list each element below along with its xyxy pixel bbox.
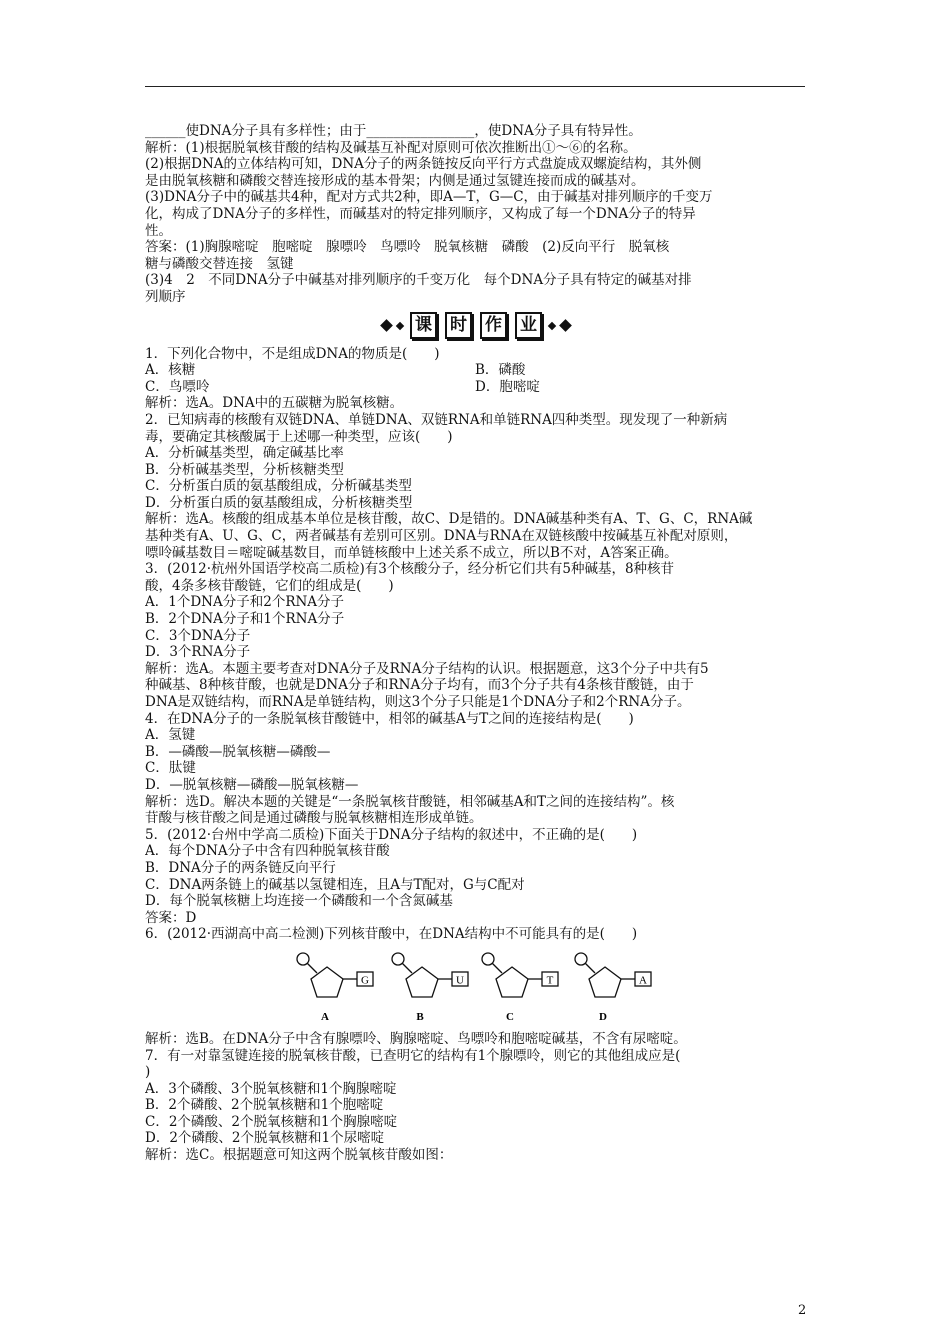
analysis: 解析：选A。核酸的组成基本单位是核苷酸，故C、D是错的。DNA碱基种类有A、T、G、C，RNA碱 bbox=[145, 511, 753, 528]
text-line: 性。 bbox=[145, 222, 172, 239]
question-stem: 5．(2012·台州中学高二质检)下面关于DNA分子结构的叙述中，不正确的是( ) bbox=[145, 826, 638, 843]
base-letter: T bbox=[546, 974, 554, 987]
text-line: 解析：(1)根据脱氧核苷酸的结构及碱基互补配对原则可依次推断出①～⑥的名称。 bbox=[145, 139, 637, 156]
text-line: 是由脱氧核糖和磷酸交替连接形成的基本骨架；内侧是通过氢键连接而成的碱基对。 bbox=[145, 172, 645, 189]
option: C．鸟嘌呤 bbox=[145, 378, 210, 395]
nucleotide-c bbox=[482, 953, 558, 1023]
option-row bbox=[145, 362, 807, 379]
option-label: A bbox=[321, 1010, 329, 1023]
answer: 答案：D bbox=[145, 909, 197, 926]
page-number: 2 bbox=[798, 1303, 807, 1318]
section-banner bbox=[145, 308, 807, 344]
base-letter: U bbox=[456, 974, 464, 987]
option: A．每个DNA分子中含有四种脱氧核苷酸 bbox=[145, 843, 390, 860]
banner-char: 课 bbox=[410, 312, 437, 339]
base-letter: G bbox=[361, 974, 369, 987]
banner-char: 时 bbox=[445, 312, 472, 339]
nucleotide-diagram bbox=[145, 945, 807, 1027]
question-stem: 7．有一对靠氢键连接的脱氧核苷酸，已查明它的结构有1个腺嘌呤，则它的其他组成应是( bbox=[145, 1047, 681, 1064]
analysis: DNA是双链结构，而RNA是单链结构，则这3个分子只能是1个DNA分子和2个RNA分子。 bbox=[145, 694, 691, 710]
option-label: C bbox=[506, 1010, 514, 1023]
question-stem: 4．在DNA分子的一条脱氧核苷酸链中，相邻的碱基A与T之间的连接结构是( ) bbox=[145, 710, 634, 727]
analysis: 基种类有A、U、G、C，两者碱基有差别可区别。DNA与RNA在双链核酸中按碱基互补配对原则， bbox=[145, 528, 738, 545]
option-label: D bbox=[599, 1010, 607, 1023]
analysis: 苷酸与核苷酸之间是通过磷酸与脱氧核糖相连形成单链。 bbox=[145, 810, 483, 827]
option: D．2个磷酸、2个脱氧核糖和1个尿嘧啶 bbox=[145, 1130, 385, 1147]
text-line: (2)根据DNA的立体结构可知，DNA分子的两条链按反向平行方式盘旋成双螺旋结构，其外侧 bbox=[145, 156, 702, 173]
text-line: 糖与磷酸交替连接 氢键 bbox=[145, 255, 294, 272]
option: B．2个DNA分子和1个RNA分子 bbox=[145, 611, 345, 628]
option: D．每个脱氧核糖上均连接一个磷酸和一个含氮碱基 bbox=[145, 893, 453, 910]
diamond-icon bbox=[380, 319, 393, 332]
option: B．磷酸 bbox=[475, 362, 526, 379]
text-line: (3)4 2 不同DNA分子中碱基对排列顺序的千变万化 每个DNA分子具有特定的碱基对排 bbox=[145, 272, 692, 289]
option: D．—脱氧核糖—磷酸—脱氧核糖— bbox=[145, 776, 359, 793]
text-line: (3)DNA分子中的碱基共4种，配对方式共2种，即A—T，G—C，由于碱基对排列顺序的千变万 bbox=[145, 189, 713, 206]
option: A．3个磷酸、3个脱氧核糖和1个胸腺嘧啶 bbox=[145, 1080, 397, 1097]
option: D．3个RNA分子 bbox=[145, 644, 251, 661]
header-rule bbox=[145, 86, 805, 87]
diamond-icon bbox=[396, 321, 404, 329]
analysis: 解析：选A。本题主要考查对DNA分子及RNA分子结构的认识。根据题意，这3个分子中共有5 bbox=[145, 660, 709, 677]
option: B．2个磷酸、2个脱氧核糖和1个胞嘧啶 bbox=[145, 1097, 384, 1114]
option: C．2个磷酸、2个脱氧核糖和1个胸腺嘧啶 bbox=[145, 1113, 398, 1130]
nucleotide-b bbox=[392, 953, 468, 1023]
option: C．肽键 bbox=[145, 760, 196, 777]
option: C．DNA两条链上的碱基以氢键相连，且A与T配对，G与C配对 bbox=[145, 876, 525, 893]
question-stem: 2．已知病毒的核酸有双链DNA、单链DNA、双链RNA和单链RNA四种类型。现发现了一种新病 bbox=[145, 411, 728, 428]
text-line: 化，构成了DNA分子的多样性，而碱基对的特定排列顺序，又构成了每一个DNA分子的特异 bbox=[145, 205, 696, 222]
option: D．分析蛋白质的氨基酸组成，分析核糖类型 bbox=[145, 494, 413, 511]
base-letter: A bbox=[639, 974, 647, 987]
question-stem: 毒，要确定其核酸属于上述哪一种类型，应该( ) bbox=[145, 428, 453, 445]
nucleotide-figure bbox=[145, 945, 807, 1027]
question-stem: ) bbox=[145, 1064, 151, 1081]
analysis: 解析：选A。DNA中的五碳糖为脱氧核糖。 bbox=[145, 395, 404, 412]
question-stem: 3．(2012·杭州外国语学校高二质检)有3个核酸分子，经分析它们共有5种碱基，8种核苷 bbox=[145, 561, 675, 578]
nucleotide-a bbox=[297, 953, 373, 1023]
analysis: 嘌呤碱基数目＝嘧啶碱基数目，而单链核酸中上述关系不成立，所以B不对，A答案正确。 bbox=[145, 544, 678, 561]
banner-char: 作 bbox=[480, 312, 507, 339]
option: A．氢键 bbox=[145, 727, 196, 744]
text-line: 答案：(1)胸腺嘧啶 胞嘧啶 腺嘌呤 鸟嘌呤 脱氧核糖 磷酸 (2)反向平行 脱氧核 bbox=[145, 239, 670, 256]
analysis: 解析：选D。解决本题的关键是“一条脱氧核苷酸链，相邻碱基A和T之间的连接结构”。核 bbox=[145, 793, 675, 810]
question-stem: 6．(2012·西湖高中高二检测)下列核苷酸中，在DNA结构中不可能具有的是( ) bbox=[145, 926, 638, 943]
analysis: 解析：选C。根据题意可知这两个脱氧核苷酸如图： bbox=[145, 1147, 453, 1164]
option-row bbox=[145, 379, 807, 396]
option: A．分析碱基类型，确定碱基比率 bbox=[145, 445, 344, 462]
option: B．DNA分子的两条链反向平行 bbox=[145, 859, 336, 876]
banner-char: 业 bbox=[515, 312, 542, 339]
option: A．1个DNA分子和2个RNA分子 bbox=[145, 594, 345, 611]
option: C．分析蛋白质的氨基酸组成，分析碱基类型 bbox=[145, 478, 412, 495]
text-line: ______使DNA分子具有多样性；由于________________，使DNA分子具有特异性。 bbox=[145, 123, 642, 139]
analysis: 解析：选B。在DNA分子中含有腺嘌呤、胸腺嘧啶、鸟嘌呤和胞嘧啶碱基，不含有尿嘧啶。 bbox=[145, 1030, 687, 1047]
diamond-icon bbox=[548, 321, 556, 329]
option: B．分析碱基类型，分析核糖类型 bbox=[145, 461, 344, 478]
diamond-icon bbox=[559, 319, 572, 332]
question-stem: 1．下列化合物中，不是组成DNA的物质是( ) bbox=[145, 345, 440, 362]
page-content bbox=[145, 123, 807, 1164]
analysis: 种碱基、8种核苷酸，也就是DNA分子和RNA分子均有，而3个分子共有4条核苷酸链，由于 bbox=[145, 677, 694, 694]
nucleotide-d bbox=[575, 953, 651, 1023]
option: B．—磷酸—脱氧核糖—磷酸— bbox=[145, 743, 331, 760]
text-line: 列顺序 bbox=[145, 288, 186, 305]
option: C．3个DNA分子 bbox=[145, 627, 251, 644]
option: D．胞嘧啶 bbox=[475, 378, 540, 395]
option-label: B bbox=[416, 1010, 424, 1023]
question-stem: 酸，4条多核苷酸链，它们的组成是( ) bbox=[145, 577, 394, 594]
option: A．核糖 bbox=[145, 362, 196, 379]
